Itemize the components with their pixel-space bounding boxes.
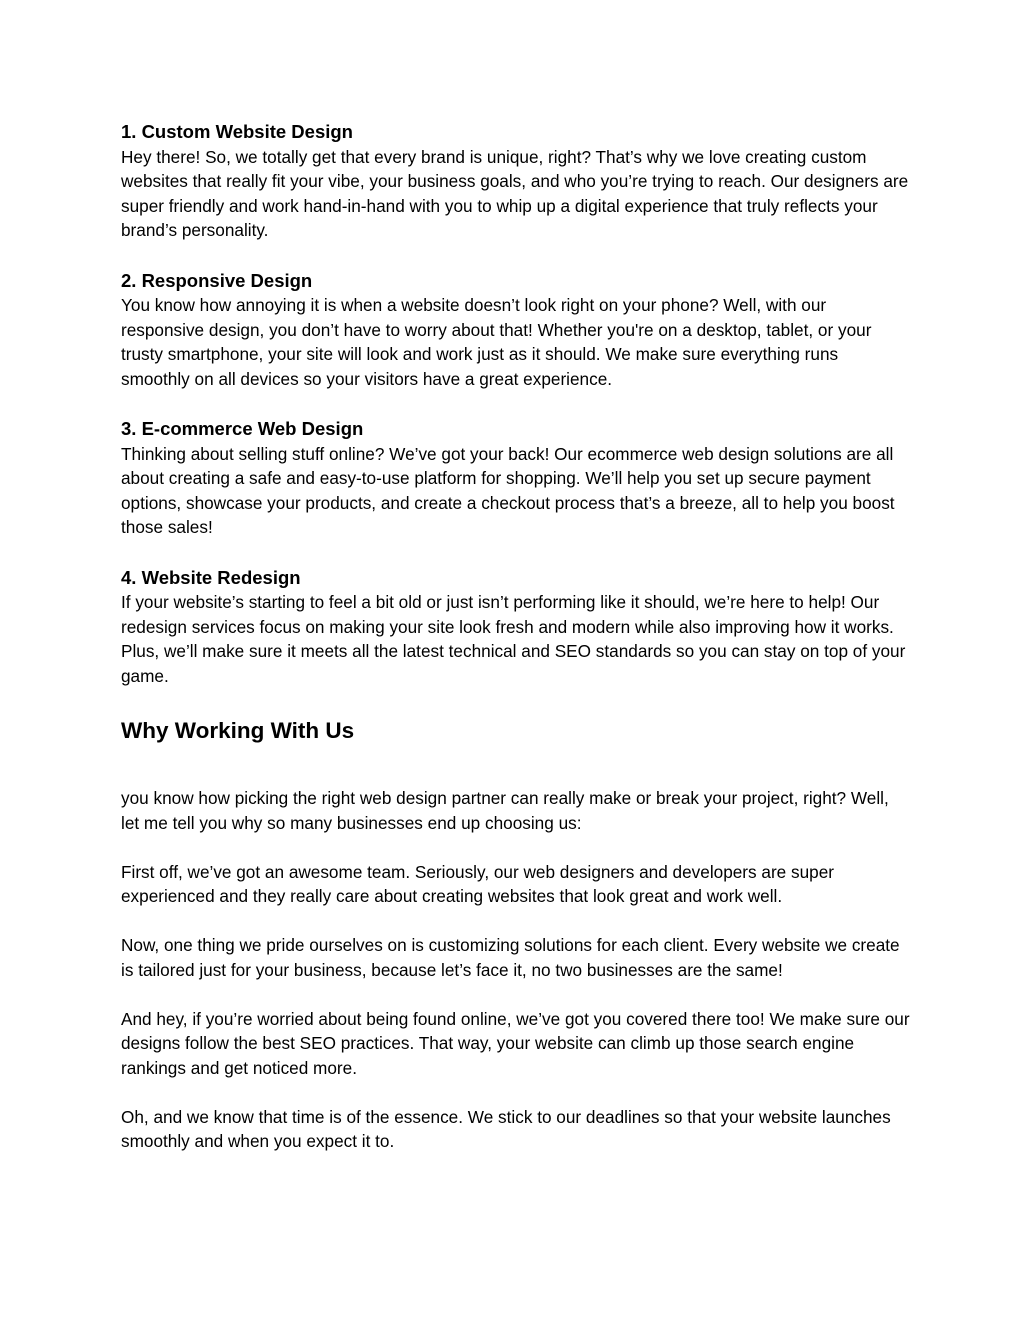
why-paragraph-intro: you know how picking the right web design partner can really make or break your project, right? Well, let me tell you why so many businesses end up choosing us: [121, 788, 889, 833]
why-paragraph-team: First off, we’ve got an awesome team. Seriously, our web designers and developers are super experienced and they really care about creating websites that look great and work well. [121, 861, 835, 906]
service-responsive-design [121, 269, 911, 392]
service-ecommerce-web-design [121, 417, 911, 540]
service-website-redesign [121, 566, 911, 689]
why-paragraph-seo: And hey, if you’re worried about being found online, we’ve got you covered there too! We make sure our designs follow the best SEO practices. That way, your website can climb up those search engine rankings and get noticed more. [121, 1008, 910, 1078]
service-title: 4. Website Redesign [121, 566, 301, 588]
why-paragraph-custom: Now, one thing we pride ourselves on is customizing solutions for each client. Every website we create is tailored just for your business, because let’s face it, no two businesses are the same! [121, 935, 900, 980]
service-description: Thinking about selling stuff online? We’ve got your back! Our ecommerce web design solutions are all about creating a safe and easy-to-use platform for shopping. We’ll help you set up secure payment options, showcase your products, and create a checkout process that’s a breeze, all to help you boost those sales! [121, 443, 895, 537]
why-paragraph-deadlines: Oh, and we know that time is of the essence. We stick to our deadlines so that your website launches smoothly and when you expect it to. [121, 1106, 891, 1151]
service-title: 1. Custom Website Design [121, 121, 353, 142]
document-page [121, 120, 911, 1178]
service-description: Hey there! So, we totally get that every brand is unique, right? That’s why we love creating custom websites that really fit your vibe, your business goals, and who you’re trying to reach. Our designers are super friendly and work hand-in-hand with you to whip up a digital experience that truly reflects your brand’s personality. [121, 146, 909, 240]
service-title: 2. Responsive Design [121, 269, 313, 291]
service-description: If your website’s starting to feel a bit old or just isn’t performing like it should, we’re here to help! Our redesign services focus on making your site look fresh and modern while also improving how it works. Plus, we’ll make sure it meets all the latest technical and SEO standards so you can stay on top of your game. [121, 592, 906, 686]
service-title: 3. E-commerce Web Design [121, 418, 364, 439]
why-section-heading: Why Working With Us [121, 718, 355, 743]
service-description: You know how annoying it is when a website doesn’t look right on your phone? Well, with our responsive design, you don’t have to worry about that! Whether you're on a desktop, tablet, or your trusty smartphone, your site will look and work just as it should. We make sure everything runs smoothly on all devices so your visitors have a great experience. [121, 295, 872, 389]
service-custom-website-design [121, 120, 911, 243]
